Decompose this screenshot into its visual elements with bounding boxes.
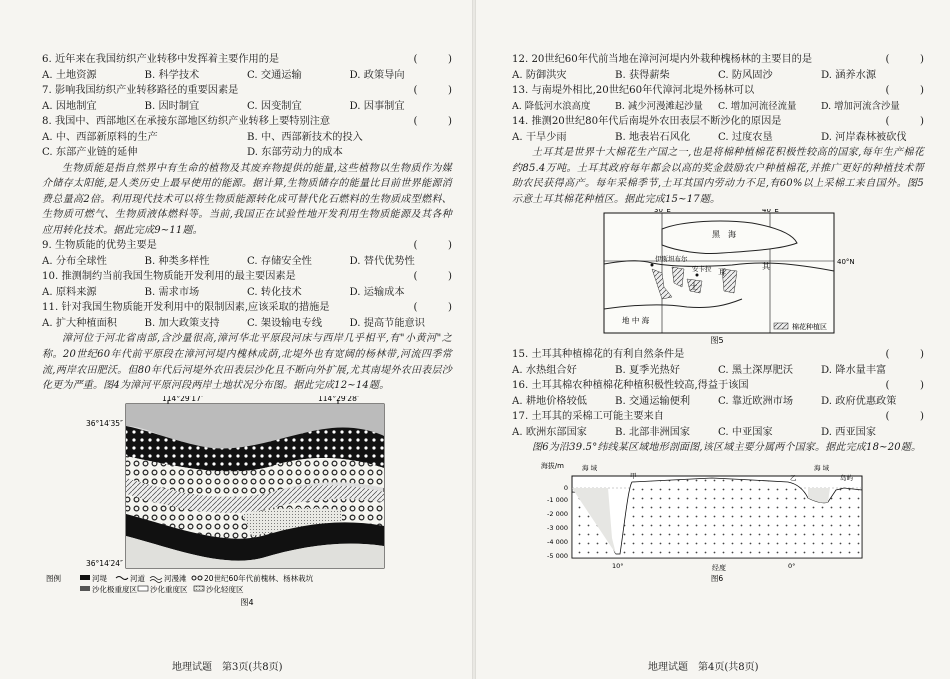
page-footer-left: 地理试题 第3页(共8页): [172, 662, 283, 673]
left-page: [0, 0, 474, 679]
svg-text:-5 000: -5 000: [547, 551, 568, 560]
options-11: A. 扩大种植面积 B. 加大政策支持 C. 架设输电专线 D. 提高节能意识: [42, 317, 425, 329]
options-12: A. 防御洪灾 B. 获得薪柴 C. 防风固沙 D. 涵养水源: [512, 69, 877, 81]
options-14: A. 干旱少雨 B. 地表岩石风化 C. 过度农垦 D. 河岸森林被砍伐: [512, 131, 907, 143]
svg-text:河堤: 河堤: [92, 573, 107, 583]
svg-text:棉花种植区: 棉花种植区: [792, 323, 827, 332]
figure-4: [42, 396, 452, 611]
svg-text:其: 其: [762, 262, 770, 272]
options-8a: A. 中、西部新原料的生产 B. 中、西部新技术的投入: [42, 131, 363, 143]
question-9: 9. 生物质能的优势主要是 ( ): [42, 240, 452, 252]
svg-text:图例: 图例: [46, 573, 61, 583]
svg-text:经度: 经度: [712, 563, 726, 572]
figure-6: [512, 458, 922, 582]
svg-text:10°: 10°: [612, 561, 624, 570]
options-8b: C. 东部产业链的延伸 D. 东部劳动力的成本: [42, 147, 343, 158]
question-10: 10. 推测制约当前我国生物质能开发利用的最主要因素是 ( ): [42, 271, 452, 283]
figure-5: [512, 209, 922, 347]
passage-turkey-cotton: 土耳其是世界十大棉花生产国之一,也是将棉种植棉花积极性较高的国家,每年生产棉花约85.4万吨。土耳其政府每年都会以高的奖金鼓励农户种植棉花,并推广更好的种植技术帮助农民获得高产。每年采棉季节,土耳其国内劳动力不足,有60%以上采棉工来自国外。图5示意土耳其棉花种植区。据此完成15~17题。: [512, 147, 924, 205]
options-7: A. 因地制宜 B. 因时制宜 C. 因变制宜 D. 因事制宜: [42, 100, 405, 112]
options-9: A. 分布全球性 B. 种类多样性 C. 存储安全性 D. 替代优势性: [42, 255, 415, 267]
options-10: A. 原料来源 B. 需求市场 C. 转化技术 D. 运输成本: [42, 286, 405, 298]
svg-text:海 域: 海 域: [582, 463, 598, 472]
svg-text:安卡拉: 安卡拉: [692, 265, 712, 274]
question-13: 13. 与南堤外相比,20世纪60年代漳河北堤外杨林可以 ( ): [512, 85, 924, 96]
svg-text:40°E: 40°E: [762, 209, 779, 215]
svg-text:-4 000: -4 000: [547, 537, 568, 546]
svg-text:0: 0: [563, 483, 568, 492]
page-footer-right: 地理试题 第4页(共8页): [648, 662, 759, 673]
svg-text:20世纪60年代前槐林、杨林栽坑: 20世纪60年代前槐林、杨林栽坑: [204, 573, 314, 583]
question-14: 14. 推测20世纪80年代后南堤外农田表层不断沙化的原因是 ( ): [512, 116, 924, 127]
options-15: A. 水热组合好 B. 夏季光热好 C. 黑土深厚肥沃 D. 降水量丰富: [512, 364, 887, 376]
svg-text:36°14′24″: 36°14′24″: [86, 558, 123, 568]
svg-text:沙化极重度区: 沙化极重度区: [92, 584, 137, 594]
question-16: 16. 土耳其棉农种植棉花种植积极性较高,得益于该国 ( ): [512, 380, 924, 392]
svg-text:河漫滩: 河漫滩: [164, 573, 187, 583]
svg-text:耳: 耳: [718, 268, 726, 278]
svg-text:沙化重度区: 沙化重度区: [150, 584, 188, 594]
options-17: A. 欧洲东部国家 B. 北部非洲国家 C. 中亚国家 D. 西亚国家: [512, 426, 877, 438]
question-7: 7. 影响我国纺织产业转移路径的重要因素是 ( ): [42, 85, 452, 96]
figure-5-map: [512, 209, 922, 347]
right-page: [476, 0, 950, 679]
svg-text:海拔/m: 海拔/m: [540, 461, 564, 470]
svg-text:40°N: 40°N: [837, 258, 855, 267]
svg-text:海 域: 海 域: [814, 463, 830, 472]
passage-zhang-river: 漳河位于河北省南部,含沙量很高,漳河华北平原段河床与西岸几乎相平,有"小黄河"之称。20世纪60年代前平原段在漳河河堤内槐林成荫,北堤外也有宽阔的杨林带,河流四季常流,两岸农田肥沃。但80年代后河堤外农田表层沙化且不断向外扩展,尤其南堤外农田表层沙化更为严重。图4为漳河平原河段两岸土地状况分布图。据此完成12~14题。: [42, 333, 452, 392]
options-16: A. 耕地价格较低 B. 交通运输便利 C. 靠近欧洲市场 D. 政府优惠政策: [512, 395, 897, 407]
svg-text:土: 土: [690, 282, 698, 292]
svg-text:图5: 图5: [710, 336, 724, 346]
options-13: A. 降低河水浪高度 B. 减少河漫滩起沙量 C. 增加河流径流量 D. 增加河流含沙量: [512, 100, 900, 112]
figure-4-diagram: [42, 396, 452, 611]
svg-text:沙化轻度区: 沙化轻度区: [206, 584, 244, 594]
svg-text:地 中 海: 地 中 海: [622, 316, 650, 326]
svg-text:114°29′17″: 114°29′17″: [162, 395, 204, 403]
svg-text:114°29′28″: 114°29′28″: [318, 395, 360, 403]
passage-figure-6: 图6为沿39.5°纬线某区域地形剖面图,该区域主要分属两个国家。据此完成18~20题。: [532, 442, 922, 454]
question-6: 6. 近年来在我国纺织产业转移中发挥着主要作用的是 ( ): [42, 54, 452, 65]
svg-text:-1 000: -1 000: [547, 495, 568, 504]
svg-text:伊斯坦布尔: 伊斯坦布尔: [655, 255, 688, 264]
svg-text:乙: 乙: [790, 473, 797, 482]
svg-text:图4: 图4: [240, 597, 254, 607]
question-12: 12. 20世纪60年代前当地在漳河河堤内外栽种槐杨林的主要目的是 ( ): [512, 54, 924, 65]
svg-text:0°: 0°: [788, 561, 796, 570]
svg-text:-2 000: -2 000: [547, 509, 568, 518]
svg-text:河道: 河道: [130, 573, 145, 583]
svg-text:图6: 图6: [710, 573, 724, 582]
svg-text:30°E: 30°E: [654, 209, 671, 215]
question-8: 8. 我国中、西部地区在承接东部地区纺织产业转移上要特别注意 ( ): [42, 116, 452, 127]
svg-text:黑 海: 黑 海: [712, 230, 736, 240]
svg-text:36°14′35″: 36°14′35″: [86, 418, 123, 428]
figure-6-profile: [512, 458, 922, 582]
passage-biomass: 生物质能是指自然界中有生命的植物及其废弃物提供的能量,这些植物以生物质作为媒介储存太阳能,是人类历史上最早使用的能源。据计算,生物质储存的能量比目前世界能源消费总量高2倍。利用现代技术可以将生物质能源转化成可替代化石燃料的生物质成型燃料、生物质可燃气、生物质液体燃料等。当前,我国正在试验性地开发利用生物质能源及其各种应用转化技术。据此完成9~11题。: [42, 162, 452, 236]
svg-text:-3 000: -3 000: [547, 523, 568, 532]
question-15: 15. 土耳其种植棉花的有利自然条件是 ( ): [512, 349, 924, 361]
options-6: A. 土地资源 B. 科学技术 C. 交通运输 D. 政策导向: [42, 69, 405, 81]
question-17: 17. 土耳其的采棉工可能主要来自 ( ): [512, 411, 924, 423]
svg-text:岛屿: 岛屿: [840, 473, 853, 482]
question-11: 11. 针对我国生物质能开发利用中的限制因素,应该采取的措施是 ( ): [42, 302, 452, 314]
svg-text:甲: 甲: [630, 471, 637, 480]
